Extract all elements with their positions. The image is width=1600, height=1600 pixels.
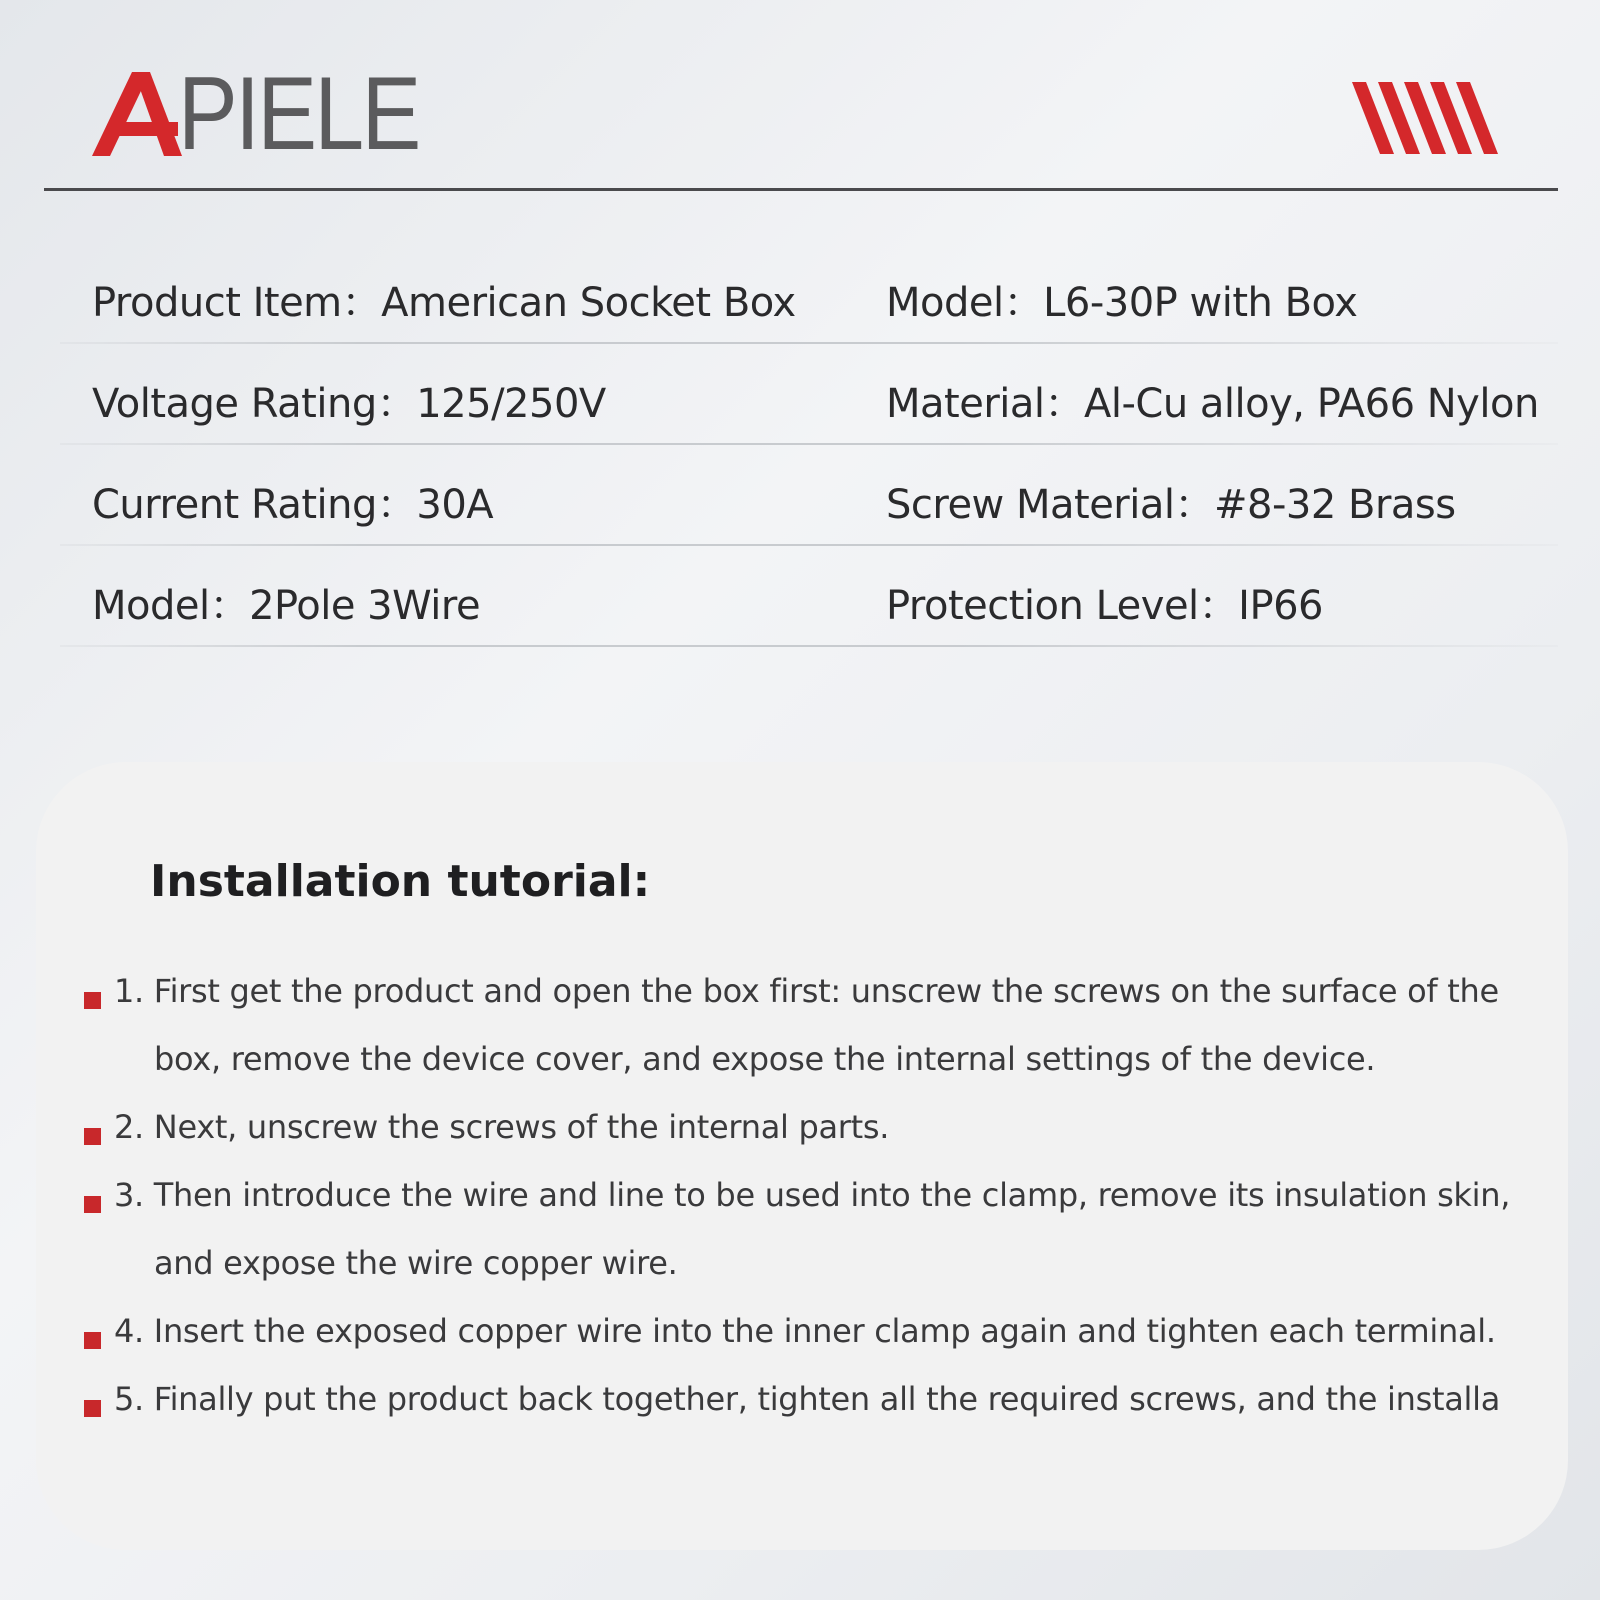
red-square-bullet-icon (84, 992, 101, 1009)
red-square-bullet-icon (84, 1332, 101, 1349)
spec-row (44, 243, 1558, 344)
spec-material: Material：Al-Cu alloy, PA66 Nylon (886, 381, 1539, 427)
spec-current-rating: Current Rating：30A (92, 482, 494, 528)
step-text: 1. First get the product and open the box first: unscrew the screws on the surface of the (114, 972, 1499, 1010)
step-text-continued: and expose the wire copper wire. (154, 1244, 678, 1282)
spec-screw-material: Screw Material：#8-32 Brass (886, 482, 1456, 528)
step-text: 4. Insert the exposed copper wire into the inner clamp again and tighten each terminal. (114, 1312, 1496, 1350)
red-square-bullet-icon (84, 1400, 101, 1417)
brand-logo (92, 72, 458, 156)
spec-row (44, 445, 1558, 546)
spec-table (44, 243, 1558, 647)
spec-pole-wire: Model：2Pole 3Wire (92, 583, 481, 629)
a-logo-mark-icon (92, 72, 182, 156)
step-text: 2. Next, unscrew the screws of the internal parts. (114, 1108, 890, 1146)
red-stripes-icon (1352, 82, 1502, 154)
spec-row (44, 344, 1558, 445)
step-text: 3. Then introduce the wire and line to be used into the clamp, remove its insulation skin, (114, 1176, 1511, 1214)
spec-voltage-rating: Voltage Rating：125/250V (92, 381, 606, 427)
spec-product-item: Product Item：American Socket Box (92, 280, 796, 326)
tutorial-title: Installation tutorial: (150, 856, 651, 907)
brand-name: PIELE (178, 72, 419, 156)
step-text: 5. Finally put the product back together, tighten all the required screws, and the installa (114, 1380, 1501, 1418)
spec-model: Model：L6-30P with Box (886, 280, 1358, 326)
spec-protection-level: Protection Level：IP66 (886, 583, 1323, 629)
spec-row (44, 546, 1558, 647)
step-text-continued: box, remove the device cover, and expose the internal settings of the device. (154, 1040, 1376, 1078)
header-divider (44, 188, 1558, 191)
red-square-bullet-icon (84, 1128, 101, 1145)
red-square-bullet-icon (84, 1196, 101, 1213)
installation-tutorial-panel (36, 762, 1568, 1550)
